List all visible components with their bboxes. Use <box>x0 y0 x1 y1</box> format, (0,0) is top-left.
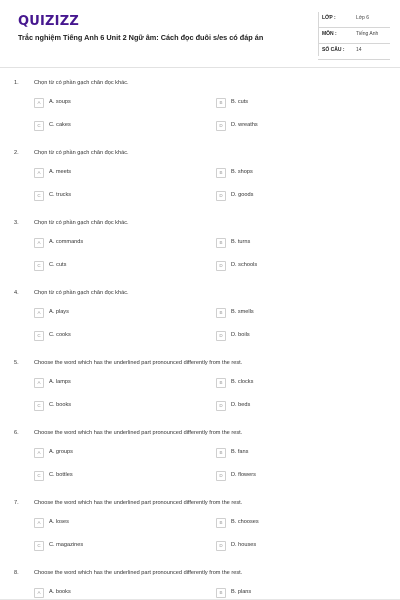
question-number: 6. <box>14 430 19 436</box>
option-letter-box: A <box>34 98 44 108</box>
meta-row-class <box>318 12 390 28</box>
option-text: D. houses <box>231 542 257 548</box>
option-text: A. soups <box>49 99 71 105</box>
option-letter-box: C <box>34 121 44 131</box>
option-text: B. plans <box>231 589 252 595</box>
question-text: Chọn từ có phần gạch chân đọc khác. <box>34 150 129 156</box>
option-letter-box: B <box>216 308 226 318</box>
option-letter-box: B <box>216 448 226 458</box>
question-text: Chọn từ có phần gạch chân đọc khác. <box>34 220 129 226</box>
option-text: A. lamps <box>49 379 71 385</box>
option-text: C. magazines <box>49 542 84 548</box>
question-8 <box>0 570 400 600</box>
question-number: 4. <box>14 290 19 296</box>
option-letter-box: B <box>216 378 226 388</box>
option-text: D. wreaths <box>231 122 258 128</box>
option-letter-box: D <box>216 471 226 481</box>
option-letter-box: C <box>34 191 44 201</box>
question-7 <box>0 500 400 570</box>
question-number: 1. <box>14 80 19 86</box>
meta-value: Lớp 6 <box>356 15 370 21</box>
option-letter-box: D <box>216 191 226 201</box>
question-1 <box>0 80 400 150</box>
option-letter-box: C <box>34 541 44 551</box>
option-letter-box: C <box>34 471 44 481</box>
option-text: D. flowers <box>231 472 256 478</box>
option-text: B. chooses <box>231 519 259 525</box>
option-text: A. commands <box>49 239 84 245</box>
option-letter-box: D <box>216 331 226 341</box>
option-text: A. meets <box>49 169 72 175</box>
option-letter-box: A <box>34 168 44 178</box>
question-number: 8. <box>14 570 19 576</box>
option-text: B. turns <box>231 239 251 245</box>
meta-row-question-count <box>318 44 390 60</box>
option-letter-box: A <box>34 238 44 248</box>
option-text: C. trucks <box>49 192 72 198</box>
option-letter-box: C <box>34 261 44 271</box>
worksheet-header <box>0 0 400 66</box>
option-text: D. schools <box>231 262 258 268</box>
option-text: C. cuts <box>49 262 67 268</box>
question-2 <box>0 150 400 220</box>
option-letter-box: D <box>216 541 226 551</box>
option-letter-box: A <box>34 518 44 528</box>
question-number: 2. <box>14 150 19 156</box>
option-text: C. books <box>49 402 72 408</box>
meta-label: SỐ CÂU : <box>322 47 345 53</box>
option-letter-box: B <box>216 168 226 178</box>
question-number: 5. <box>14 360 19 366</box>
option-text: B. cuts <box>231 99 249 105</box>
option-letter-box: C <box>34 401 44 411</box>
quizizz-logo: QUIZIZZ <box>18 14 79 29</box>
meta-value: Tiếng Anh <box>356 31 379 37</box>
meta-label: MÔN : <box>322 31 337 37</box>
header-divider <box>0 67 400 68</box>
option-letter-box: D <box>216 121 226 131</box>
option-letter-box: B <box>216 588 226 598</box>
option-text: D. beds <box>231 402 251 408</box>
question-3 <box>0 220 400 290</box>
question-number: 7. <box>14 500 19 506</box>
option-letter-box: D <box>216 261 226 271</box>
option-text: B. shops <box>231 169 253 175</box>
option-letter-box: A <box>34 378 44 388</box>
meta-value: 14 <box>356 47 362 53</box>
meta-label: LỚP : <box>322 15 336 21</box>
option-letter-box: A <box>34 308 44 318</box>
worksheet-title: Trắc nghiệm Tiếng Anh 6 Unit 2 Ngữ âm: Cách đọc đuôi s/es có đáp án <box>18 33 264 42</box>
option-text: A. books <box>49 589 71 595</box>
question-6 <box>0 430 400 500</box>
question-5 <box>0 360 400 430</box>
meta-row-subject <box>318 28 390 44</box>
question-text: Choose the word which has the underlined part pronounced differently from the rest. <box>34 360 243 366</box>
option-letter-box: A <box>34 588 44 598</box>
option-text: B. smells <box>231 309 254 315</box>
question-text: Choose the word which has the underlined part pronounced differently from the rest. <box>34 570 243 576</box>
question-number: 3. <box>14 220 19 226</box>
option-letter-box: D <box>216 401 226 411</box>
option-text: B. fans <box>231 449 249 455</box>
option-text: B. clocks <box>231 379 254 385</box>
option-text: D. goods <box>231 192 254 198</box>
option-text: C. cooks <box>49 332 71 338</box>
option-text: C. cakes <box>49 122 71 128</box>
question-text: Choose the word which has the underlined part pronounced differently from the rest. <box>34 430 243 436</box>
option-letter-box: B <box>216 518 226 528</box>
question-text: Chọn từ có phần gạch chân đọc khác. <box>34 80 129 86</box>
option-text: C. bottles <box>49 472 73 478</box>
question-text: Chọn từ có phần gạch chân đọc khác. <box>34 290 129 296</box>
question-text: Choose the word which has the underlined part pronounced differently from the rest. <box>34 500 243 506</box>
question-4 <box>0 290 400 360</box>
option-text: A. plays <box>49 309 69 315</box>
option-text: A. groups <box>49 449 73 455</box>
option-text: A. loses <box>49 519 69 525</box>
option-letter-box: B <box>216 98 226 108</box>
option-letter-box: C <box>34 331 44 341</box>
option-letter-box: A <box>34 448 44 458</box>
option-text: D. boils <box>231 332 250 338</box>
option-letter-box: B <box>216 238 226 248</box>
